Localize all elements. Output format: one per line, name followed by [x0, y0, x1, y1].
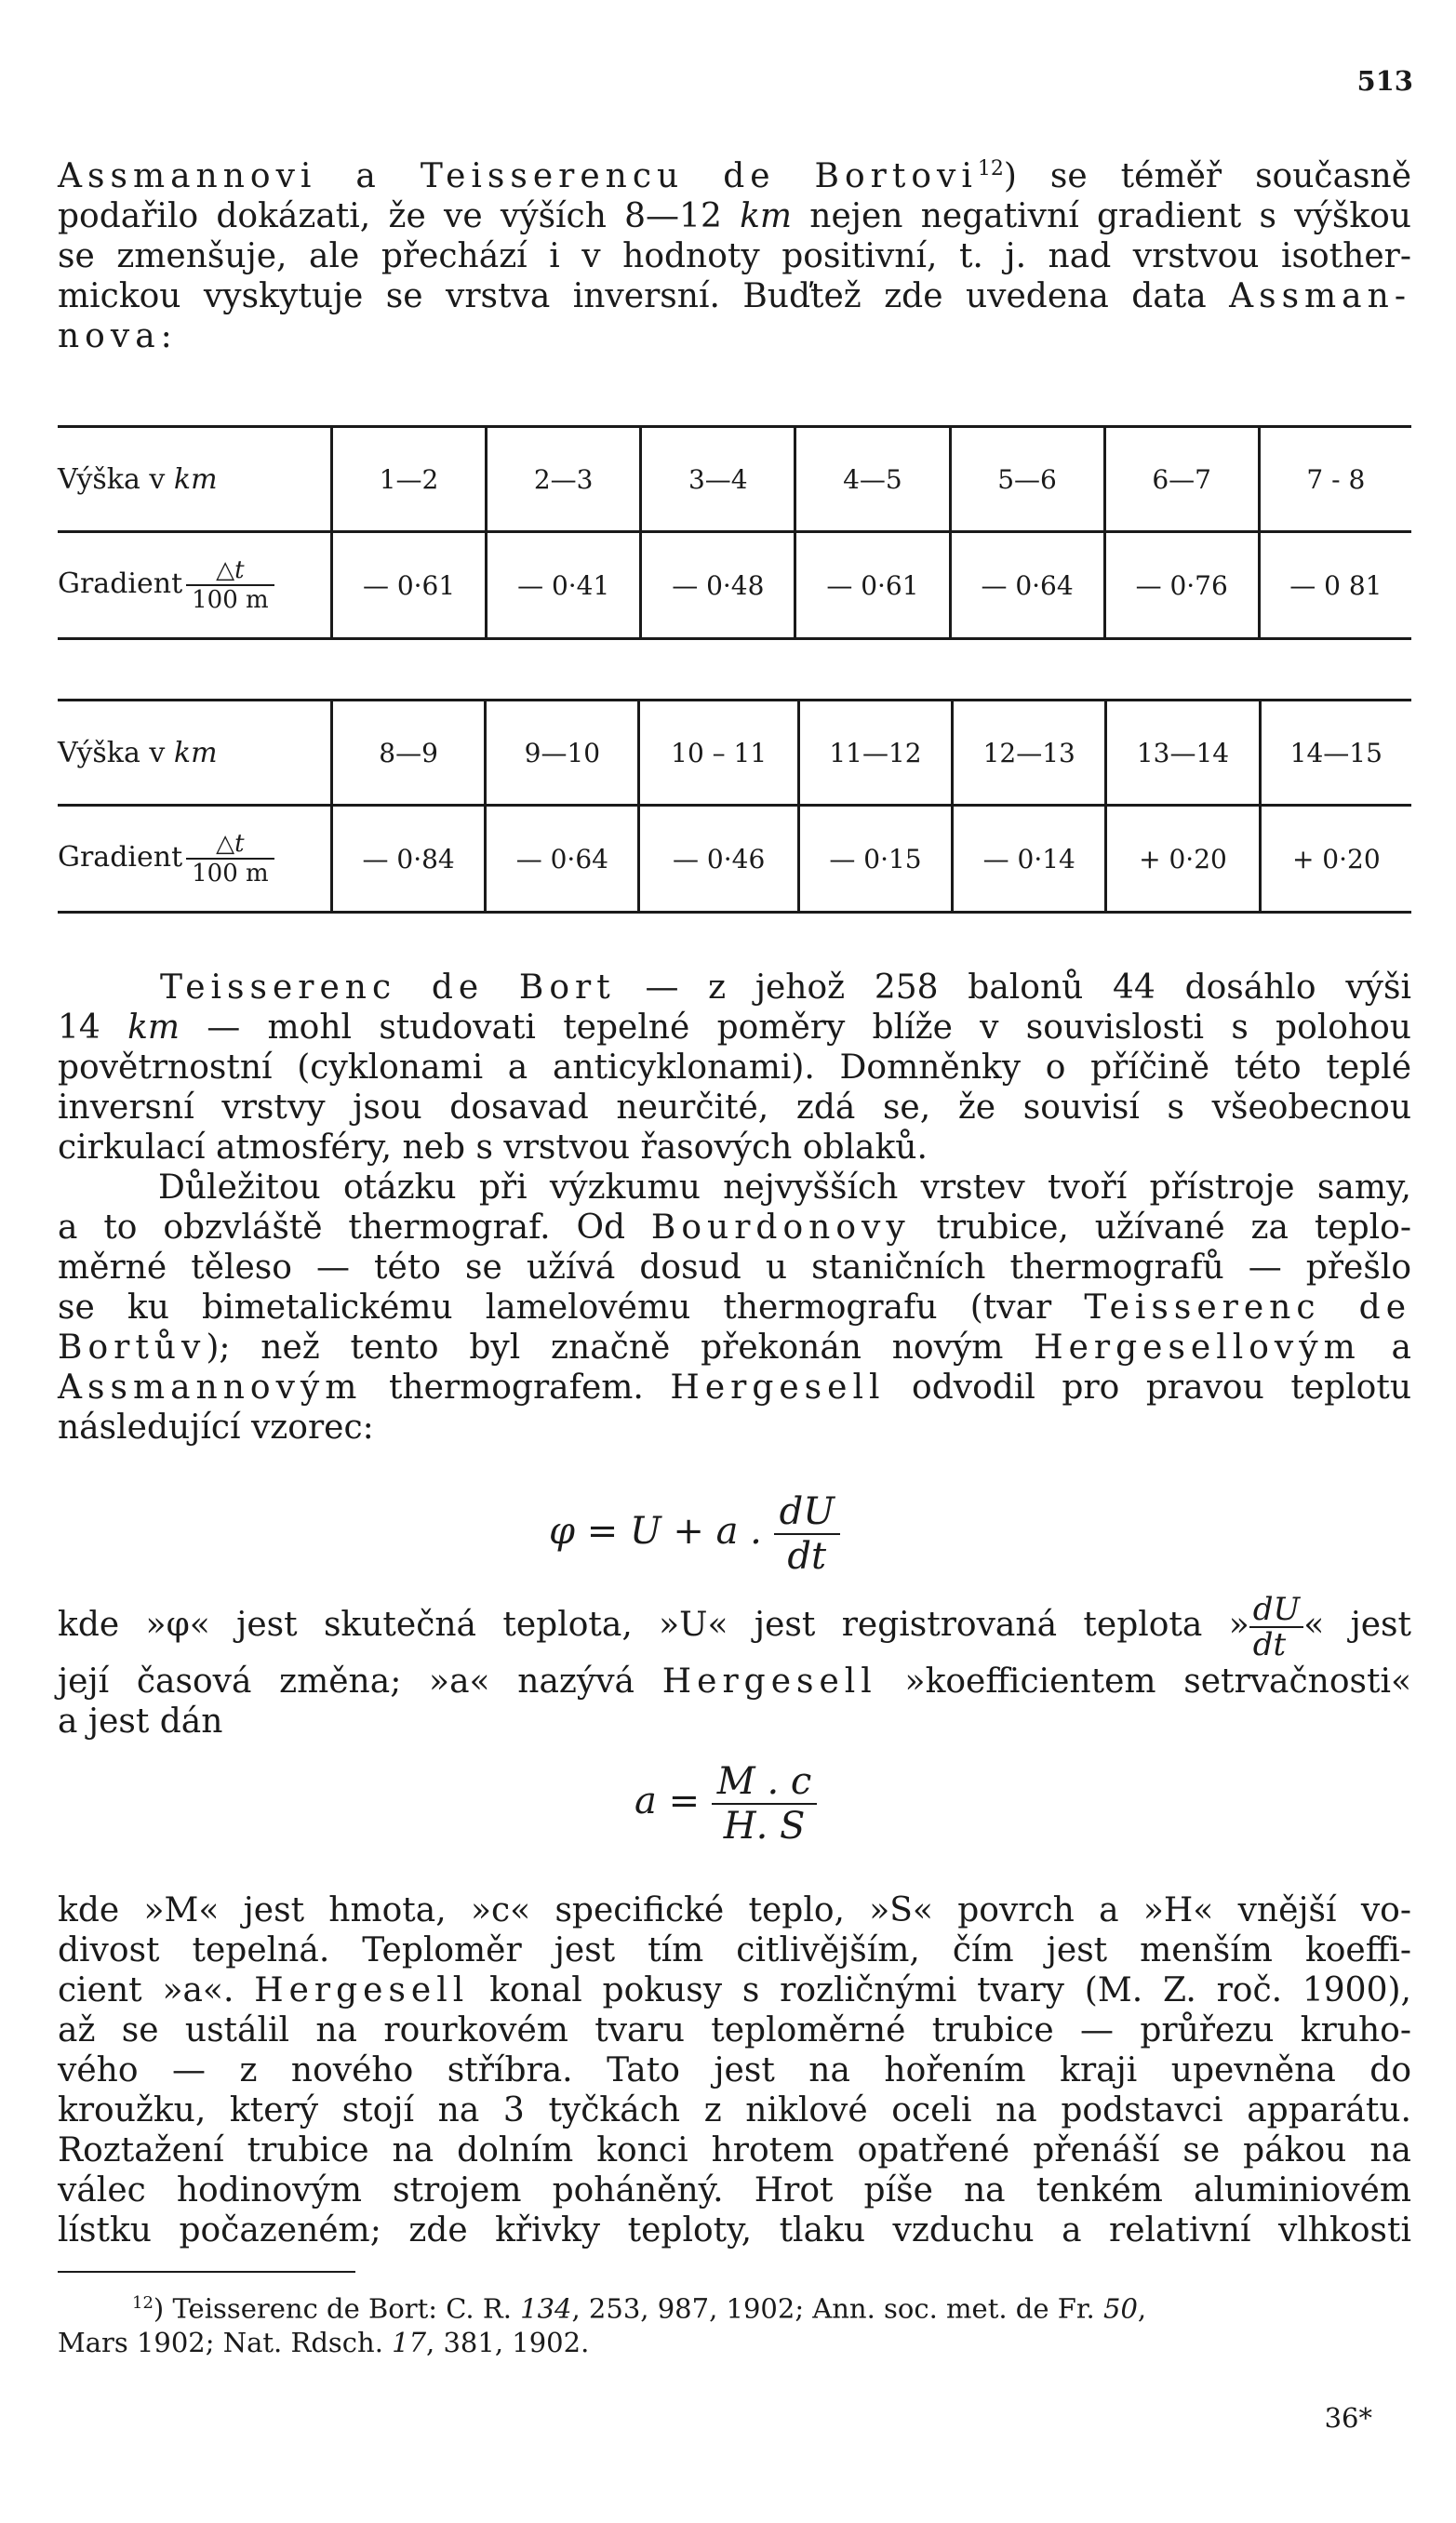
text-line: Roztažení trubice na dolním konci hrotem opatřené přenáší se pákou na: [58, 2131, 1411, 2169]
table-cell: 3—4: [641, 427, 795, 532]
row-label: Výška v km: [58, 701, 332, 806]
page-number: 513: [1356, 65, 1413, 97]
footnote-line: Mars 1902; Nat. Rdsch. 17, 381, 1902.: [58, 2326, 590, 2358]
text-line: Bortův); než tento byl značně překonán novým Hergesellovým a: [58, 1328, 1411, 1367]
table-cell: 14—15: [1260, 701, 1411, 806]
table-cell: 7 - 8: [1259, 427, 1411, 532]
text-line: mickou vyskytuje se vrstva inversní. Buďtež zde uvedena data Assman-: [58, 277, 1411, 315]
table-cell: + 0·20: [1260, 806, 1411, 913]
paragraph-thermograph: [58, 1168, 1411, 1448]
text-line: se zmenšuje, ale přechází i v hodnoty positivní, t. j. nad vrstvou isother-: [58, 237, 1411, 275]
table-cell: 13—14: [1106, 701, 1260, 806]
table-cell: 11—12: [798, 701, 952, 806]
text-line: Teisserenc de Bort — z jehož 258 balonů 44 dosáhlo výši: [160, 968, 1411, 1007]
table-cell: 4—5: [795, 427, 950, 532]
inline-fraction: $\frac{dU}{dt}$: [1249, 1593, 1303, 1662]
text-line: kroužku, který stojí na 3 tyčkách z niklové oceli na podstavci apparátu.: [58, 2091, 1411, 2129]
table-cell: — 0·48: [641, 532, 795, 639]
text-line: kde »M« jest hmota, »c« specifické teplo, »S« povrch a »H« vnější vo-: [58, 1891, 1411, 1929]
table-cell: — 0·84: [332, 806, 486, 913]
text-line: až se ustálil na rourkovém tvaru teploměrné trubice — průřezu kruho-: [58, 2011, 1411, 2049]
table-cell: 2—3: [487, 427, 641, 532]
footnote-divider: [58, 2271, 355, 2273]
formula-temperature: φ = U + a . $\frac{dU}{dt}$: [549, 1490, 840, 1578]
paragraph-coefficient: [58, 1890, 1411, 2250]
text-line: měrné těleso — této se užívá dosud u staničních thermografů — přešlo: [58, 1248, 1411, 1287]
text-line: inversní vrstvy jsou dosavad neurčité, zdá se, že souvisí s všeobecnou: [58, 1088, 1411, 1127]
text-line: nova:: [58, 317, 178, 355]
text-line: vého — z nového stříbra. Tato jest na hořením kraji upevněna do: [58, 2051, 1411, 2089]
footnote: [58, 2287, 1411, 2359]
signature-mark: 36*: [1324, 2402, 1372, 2434]
table-cell: — 0·61: [795, 532, 950, 639]
gradient-fraction: $\frac{\triangle t}{100 m}$: [186, 830, 274, 888]
table-cell: — 0·64: [486, 806, 639, 913]
table-row-gradient: [58, 806, 1411, 913]
text-line: cirkulací atmosféry, neb s vrstvou řasových oblaků.: [58, 1128, 928, 1167]
text-line: její časová změna; »a« nazývá Hergesell »koefficientem setrvačnosti«: [58, 1662, 1411, 1701]
text-line: Assmannovi a Teisserencu de Bortovi$^{12}$) se téměř současně: [58, 157, 1412, 195]
text-line: cient »a«. Hergesell konal pokusy s rozličnými tvary (M. Z. roč. 1900),: [58, 1971, 1411, 2009]
row-label: Gradient $\frac{\triangle t}{100 m}$: [58, 532, 332, 639]
table-cell: — 0·41: [487, 532, 641, 639]
table-cell: + 0·20: [1106, 806, 1260, 913]
table-cell: — 0·15: [798, 806, 952, 913]
formula-fraction: $\frac{dU}{dt}$: [774, 1490, 840, 1578]
formula-coefficient: a = $\frac{M . c}{H. S}$: [634, 1760, 817, 1848]
text-line: a jest dán: [58, 1702, 223, 1741]
table-cell: 5—6: [950, 427, 1104, 532]
table-cell: 9—10: [486, 701, 639, 806]
data-table-1: [58, 425, 1411, 640]
table-row-height: [58, 427, 1411, 532]
text-line: kde »φ« jest skutečná teplota, »U« jest registrovaná teplota » $\frac{dU}{dt}$ « jest: [58, 1591, 1411, 1663]
text-line: podařilo dokázati, že ve výších 8—12 km nejen negativní gradient s výškou: [58, 197, 1411, 235]
table-cell: 12—13: [953, 701, 1106, 806]
text-line: následující vzorec:: [58, 1408, 374, 1447]
table-row-gradient: [58, 532, 1411, 639]
text-line: válec hodinovým strojem poháněný. Hrot píše na tenkém aluminiovém: [58, 2171, 1411, 2209]
table-cell: — 0 81: [1259, 532, 1411, 639]
row-label: Výška v km: [58, 427, 332, 532]
text-line: lístku počazeném; zde křivky teploty, tlaku vzduchu a relativní vlhkosti: [58, 2211, 1411, 2249]
table-cell: — 0·64: [950, 532, 1104, 639]
text-line: Assmannovým thermografem. Hergesell odvodil pro pravou teplotu: [58, 1368, 1412, 1407]
table-cell: — 0·76: [1104, 532, 1259, 639]
table-cell: 8—9: [332, 701, 486, 806]
row-label: Gradient $\frac{\triangle t}{100 m}$: [58, 806, 332, 913]
gradient-fraction: $\frac{\triangle t}{100 m}$: [186, 556, 274, 614]
paragraph-teisserenc: [58, 968, 1411, 1168]
paragraph-intro: [58, 149, 1411, 356]
text-line: se ku bimetalickému lamelovému thermografu (tvar Teisserenc de: [58, 1288, 1411, 1327]
table-cell: 1—2: [332, 427, 487, 532]
text-line: 14 km — mohl studovati tepelné poměry blíže v souvislosti s polohou: [58, 1008, 1411, 1047]
text-line: divost tepelná. Teploměr jest tím citlivějším, čím jest menším koeffi-: [58, 1931, 1411, 1969]
table-cell: 6—7: [1104, 427, 1259, 532]
data-table-2: [58, 699, 1411, 914]
text-line: Důležitou otázku při výzkumu nejvyšších vrstev tvoří přístroje samy,: [158, 1168, 1411, 1207]
text-line: a to obzvláště thermograf. Od Bourdonovy trubice, užívané za teplo-: [58, 1208, 1411, 1247]
text-line: povětrnostní (cyklonami a anticyklonami). Domněnky o příčině této teplé: [58, 1048, 1411, 1087]
table-row-height: [58, 701, 1411, 806]
formula-fraction: $\frac{M . c}{H. S}$: [712, 1760, 818, 1848]
footnote-line: $^{12}$) Teisserenc de Bort: C. R. 134, 253, 987, 1902; Ann. soc. met. de Fr. 50,: [132, 2292, 1147, 2325]
table-cell: 10 – 11: [639, 701, 798, 806]
table-cell: — 0·61: [332, 532, 487, 639]
paragraph-definitions: [58, 1593, 1411, 1742]
table-cell: — 0·14: [953, 806, 1106, 913]
table-cell: — 0·46: [639, 806, 798, 913]
